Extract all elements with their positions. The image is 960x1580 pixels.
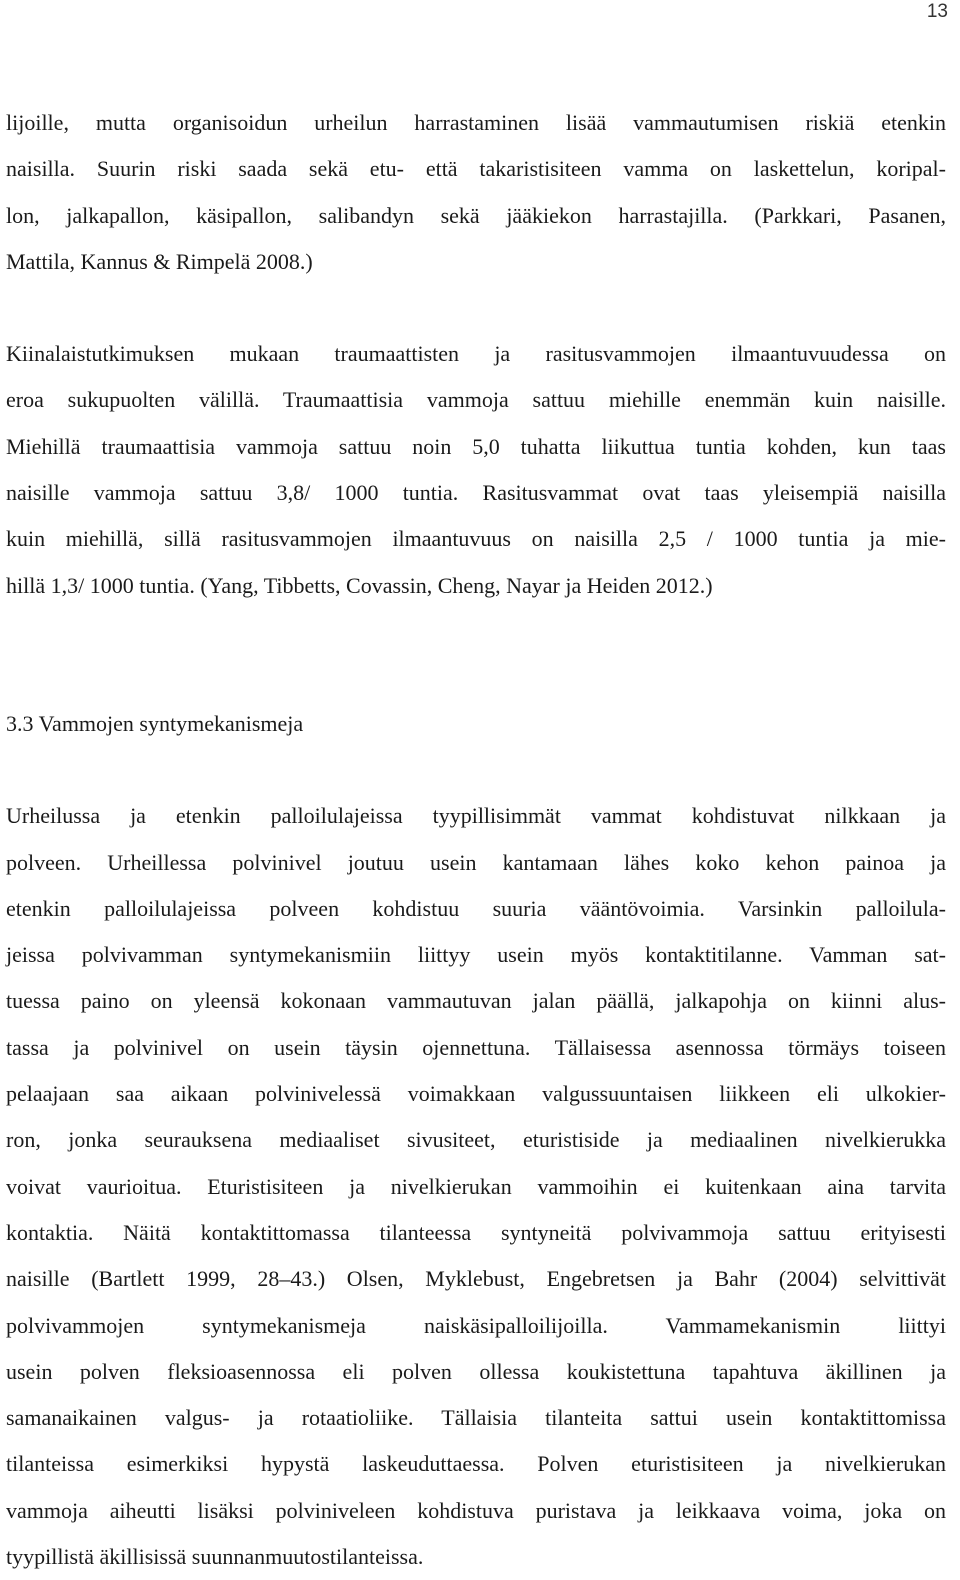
text-line: tilanteissa esimerkiksi hypystä laskeuduttaessa. Polven eturistisiteen ja nivelkierukan [6,1451,946,1477]
text-line: lon, jalkapallon, käsipallon, salibandyn sekä jääkiekon harrastajilla. (Parkkari, Pasanen, [6,202,946,228]
section-heading: 3.3 Vammojen syntymekanismeja [6,710,304,736]
text-line: lijoille, mutta organisoidun urheilun harrastaminen lisää vammautumisen riskiä etenkin [6,110,946,135]
paragraph-1 [6,100,946,285]
heading-spacer [6,747,946,793]
text-line: voivat vaurioitua. Eturistisiteen ja nivelkierukan vammoihin ei kuitenkaan aina tarvita [6,1173,946,1199]
text-line: naisille vammoja sattuu 3,8/ 1000 tuntia. Rasitusvammat ovat taas yleisempiä naisilla [6,480,946,506]
text-line: kuin miehillä, sillä rasitusvammojen ilmaantuvuus on naisilla 2,5 / 1000 tuntia ja mie- [6,526,946,552]
text-line: jeissa polvivamman syntymekanismiin liittyy usein myös kontaktitilanne. Vamman sat- [6,942,946,968]
page-number: 13 [926,1,948,22]
text-line: polvivammojen syntymekanismeja naiskäsipalloilijoilla. Vammamekanismin liittyi [6,1312,946,1338]
section-spacer [6,609,946,701]
text-line: Urheilussa ja etenkin palloilulajeissa tyypillisimmät vammat kohdistuvat nilkkaan ja [6,803,946,829]
paragraph-3 [6,793,946,1580]
text-line: Miehillä traumaattisia vammoja sattuu noin 5,0 tuhatta liikuttua tuntia kohden, kun taas [6,433,946,459]
text-line: tuessa paino on yleensä kokonaan vammautuvan jalan päällä, jalkapohja on kiinni alus- [6,988,946,1014]
text-line: Mattila, Kannus & Rimpelä 2008.) [6,248,313,274]
text-line: tassa ja polvinivel on usein täysin ojennettuna. Tällaisessa asennossa törmäys toiseen [6,1034,946,1060]
text-line: etenkin palloilulajeissa polveen kohdistuu suuria vääntövoimia. Varsinkin palloilula- [6,895,946,921]
text-line: ron, jonka seurauksena mediaaliset sivusiteet, eturistiside ja mediaalinen nivelkierukka [6,1127,946,1153]
text-line: naisilla. Suurin riski saada sekä etu- että takaristisiteen vamma on laskettelun, koripal- [6,156,946,182]
text-line: eroa sukupuolten välillä. Traumaattisia vammoja sattuu miehille enemmän kuin naisille. [6,387,946,413]
paragraph-spacer [6,285,946,331]
text-line: hillä 1,3/ 1000 tuntia. (Yang, Tibbetts, Covassin, Cheng, Nayar ja Heiden 2012.) [6,572,713,598]
text-line: tyypillistä äkillisissä suunnanmuutostilanteissa. [6,1544,424,1570]
text-line: Kiinalaistutkimuksen mukaan traumaattisten ja rasitusvammojen ilmaantuvuudessa on [6,341,946,367]
text-line: vammoja aiheutti lisäksi polviniveleen kohdistuva puristava ja leikkaava voima, joka on [6,1497,946,1523]
text-line: polveen. Urheillessa polvinivel joutuu usein kantamaan lähes koko kehon painoa ja [6,849,946,875]
text-line: kontaktia. Näitä kontaktittomassa tilanteessa syntyneitä polvivammoja sattuu erityisesti [6,1219,946,1245]
paragraph-2 [6,331,946,609]
document-body [6,100,946,1580]
text-line: naisille (Bartlett 1999, 28–43.) Olsen, Myklebust, Engebretsen ja Bahr (2004) selvittivät [6,1266,946,1292]
text-line: usein polven fleksioasennossa eli polven ollessa koukistettuna tapahtuva äkillinen ja [6,1358,946,1384]
text-line: pelaajaan saa aikaan polvinivelessä voimakkaan valgussuuntaisen liikkeen eli ulkokier- [6,1081,946,1107]
text-line: samanaikainen valgus- ja rotaatioliike. Tällaisia tilanteita sattui usein kontaktittomissa [6,1405,946,1431]
